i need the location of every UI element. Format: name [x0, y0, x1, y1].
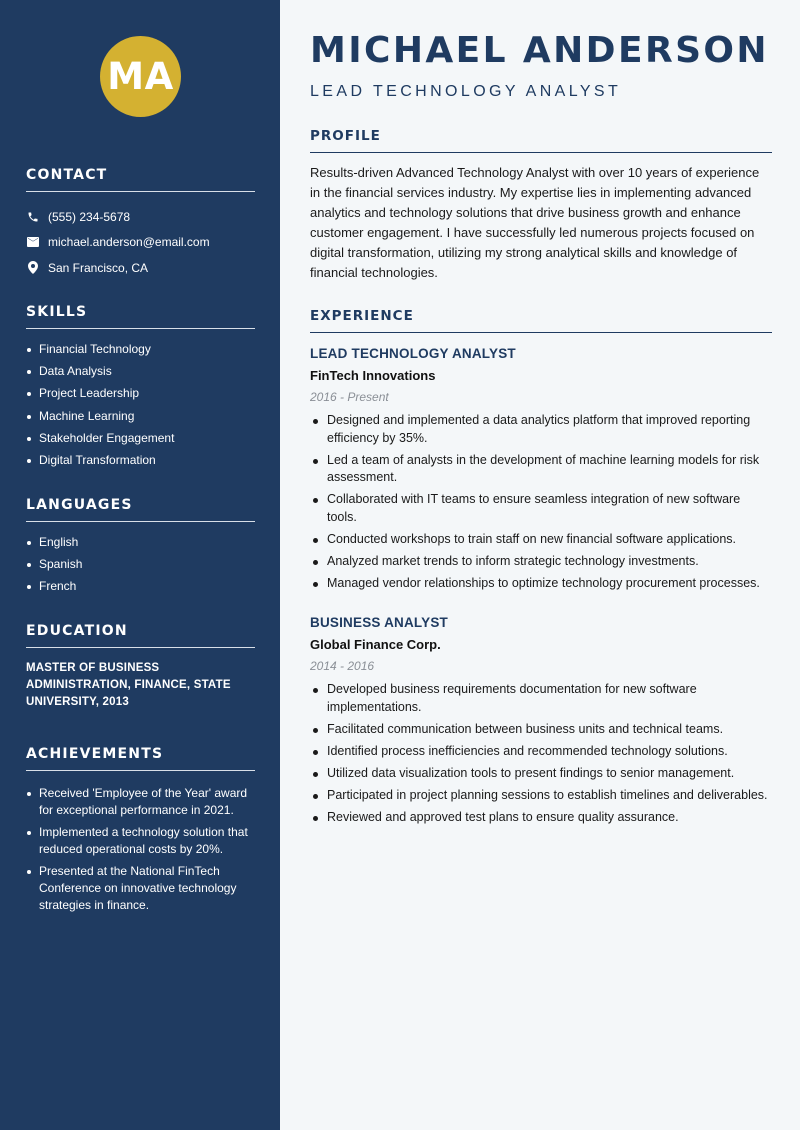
job-bullet: Participated in project planning sessions to establish timelines and deliverables.	[310, 787, 772, 805]
job-bullet: Utilized data visualization tools to present findings to senior management.	[310, 765, 772, 783]
profile-section	[310, 128, 772, 283]
mail-icon	[26, 236, 39, 249]
job-dates: 2016 - Present	[310, 390, 389, 404]
job-bullets	[310, 681, 772, 826]
languages-section	[26, 497, 255, 601]
skills-heading: SKILLS	[26, 304, 255, 329]
candidate-name: MICHAEL ANDERSON	[310, 30, 769, 71]
skill-item: Machine Learning	[26, 408, 255, 425]
contact-email	[26, 230, 255, 256]
job-bullet: Designed and implemented a data analytics platform that improved reporting efficiency by 35%.	[310, 412, 772, 447]
skills-section	[26, 304, 255, 474]
achievements-heading: ACHIEVEMENTS	[26, 746, 255, 771]
achievements-list	[26, 785, 255, 914]
education-degree: MASTER OF BUSINESS ADMINISTRATION, FINANCE, STATE UNIVERSITY, 2013	[26, 662, 231, 708]
job-bullet: Developed business requirements documentation for new software implementations.	[310, 681, 772, 716]
profile-text: Results-driven Advanced Technology Analyst with over 10 years of experience in the financial services industry. My expertise lies in implementing advanced analytics and technology solutions that drive business growth and enhance customer engagement. I have successfully led numerous projects focused on digital transformation, utilizing my strong analytical skills and knowledge of financial technologies.	[310, 165, 760, 280]
skills-list	[26, 341, 255, 469]
candidate-role: LEAD TECHNOLOGY ANALYST	[310, 83, 622, 100]
job-entry	[310, 615, 772, 831]
skill-item: Digital Transformation	[26, 452, 255, 469]
profile-heading: PROFILE	[310, 128, 772, 153]
education-section	[26, 623, 255, 711]
contact-section	[26, 167, 255, 281]
achievements-section	[26, 746, 255, 919]
language-item: French	[26, 578, 255, 595]
contact-phone	[26, 204, 255, 230]
location-pin-icon	[26, 261, 39, 274]
skill-item: Financial Technology	[26, 341, 255, 358]
contact-email-text[interactable]: michael.anderson@email.com	[48, 235, 210, 250]
job-company: Global Finance Corp.	[310, 637, 441, 652]
job-bullet: Analyzed market trends to inform strategic technology investments.	[310, 553, 772, 571]
languages-list	[26, 534, 255, 595]
contact-location	[26, 255, 255, 281]
job-bullet: Collaborated with IT teams to ensure seamless integration of new software tools.	[310, 491, 772, 526]
achievement-item: Received 'Employee of the Year' award for exceptional performance in 2021.	[26, 785, 255, 819]
job-bullets	[310, 412, 772, 592]
job-entry	[310, 346, 772, 597]
job-bullet: Facilitated communication between business units and technical teams.	[310, 721, 772, 739]
education-heading: EDUCATION	[26, 623, 255, 648]
phone-icon	[26, 210, 39, 223]
contact-location-text: San Francisco, CA	[48, 260, 149, 275]
skill-item: Stakeholder Engagement	[26, 430, 255, 447]
skill-item: Data Analysis	[26, 363, 255, 380]
sidebar	[0, 0, 280, 1130]
achievement-item: Presented at the National FinTech Conference on innovative technology strategies in finance.	[26, 863, 255, 914]
job-bullet: Led a team of analysts in the development of machine learning models for risk assessment.	[310, 452, 772, 487]
job-bullet: Managed vendor relationships to optimize technology procurement processes.	[310, 575, 772, 593]
experience-heading: EXPERIENCE	[310, 308, 772, 333]
job-bullet: Identified process inefficiencies and recommended technology solutions.	[310, 743, 772, 761]
skill-item: Project Leadership	[26, 385, 255, 402]
language-item: Spanish	[26, 556, 255, 573]
contact-heading: CONTACT	[26, 167, 255, 192]
job-dates: 2014 - 2016	[310, 659, 375, 673]
language-item: English	[26, 534, 255, 551]
contact-phone-text[interactable]: (555) 234-5678	[48, 209, 131, 224]
job-bullet: Conducted workshops to train staff on new financial software applications.	[310, 531, 772, 549]
languages-heading: LANGUAGES	[26, 497, 255, 522]
job-title: LEAD TECHNOLOGY ANALYST	[310, 346, 516, 361]
job-bullet: Reviewed and approved test plans to ensure quality assurance.	[310, 809, 772, 827]
achievement-item: Implemented a technology solution that reduced operational costs by 20%.	[26, 824, 255, 858]
job-company: FinTech Innovations	[310, 368, 436, 383]
experience-section	[310, 308, 772, 343]
monogram-avatar: MA	[100, 36, 181, 117]
job-title: BUSINESS ANALYST	[310, 615, 448, 630]
